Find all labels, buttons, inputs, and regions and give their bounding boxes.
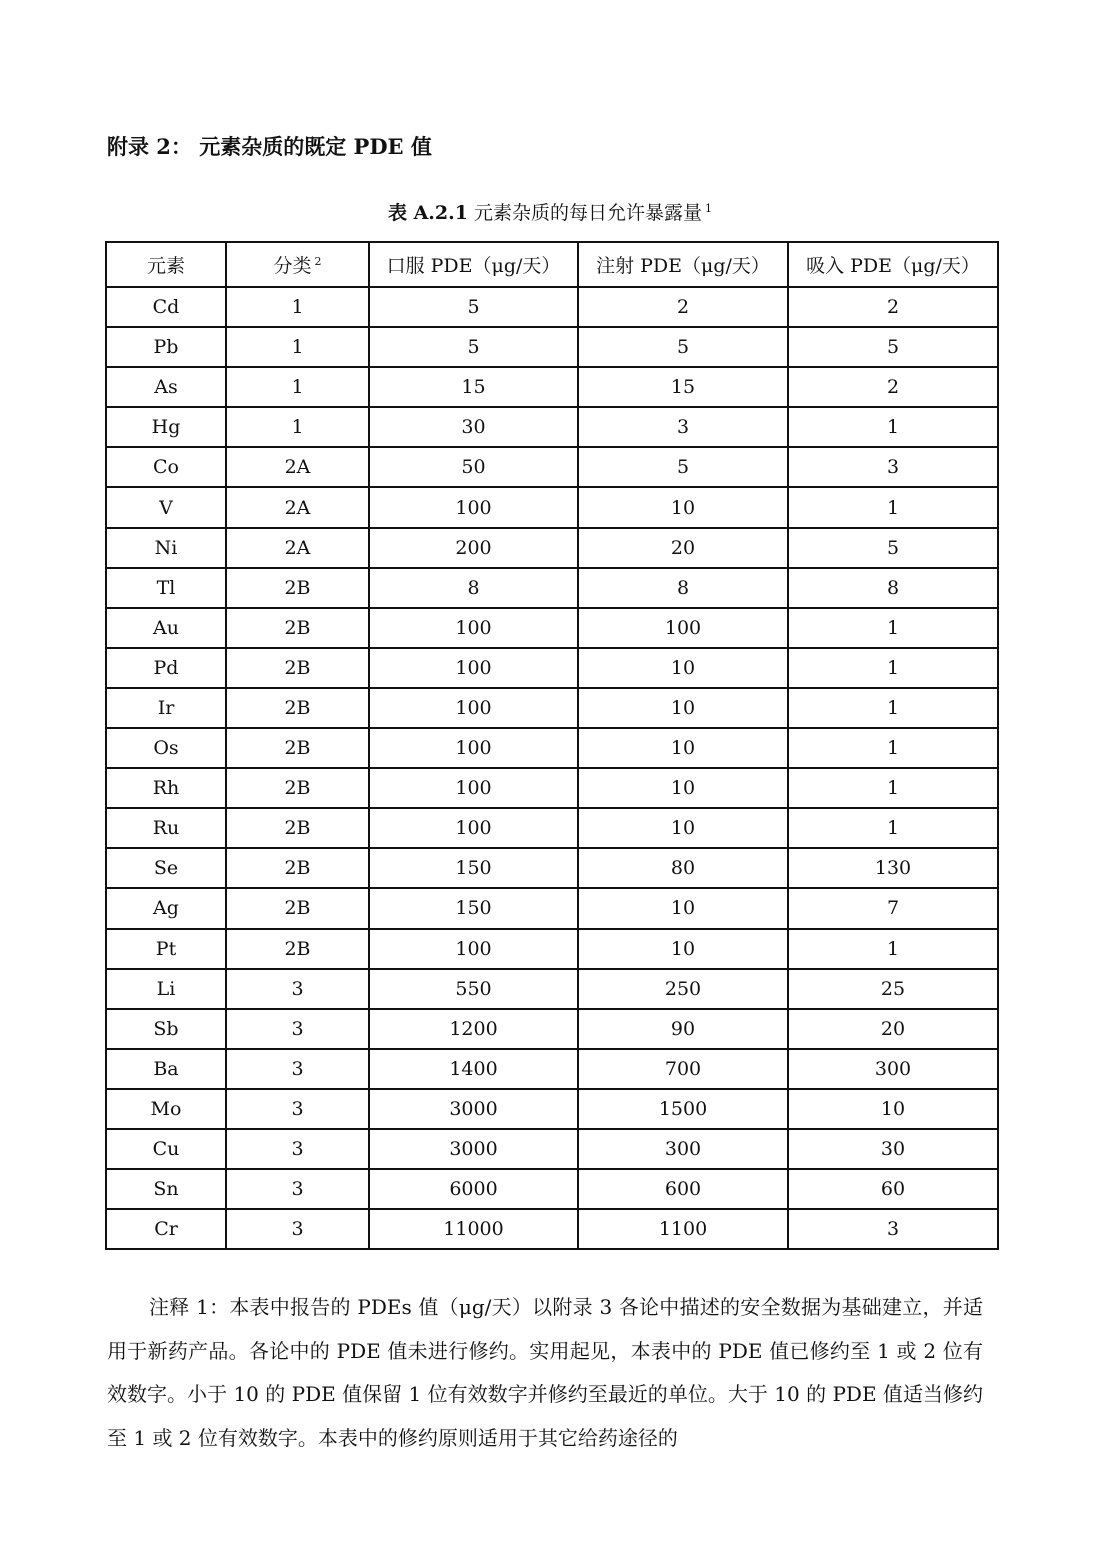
- cell-parenteral-pde: 250: [578, 969, 788, 1009]
- header-oral-pde: 口服 PDE（μg/天）: [369, 242, 578, 287]
- cell-class: 3: [226, 1169, 369, 1209]
- cell-parenteral-pde: 20: [578, 528, 788, 568]
- header-class: 分类 $^2$: [226, 242, 369, 287]
- cell-element: Sn: [106, 1169, 226, 1209]
- cell-oral-pde: 11000: [369, 1209, 578, 1249]
- cell-oral-pde: 6000: [369, 1169, 578, 1209]
- header-inhalation-pde: 吸入 PDE（μg/天）: [788, 242, 998, 287]
- cell-class: 3: [226, 1009, 369, 1049]
- cell-element: Pt: [106, 929, 226, 969]
- cell-oral-pde: 100: [369, 808, 578, 848]
- cell-class: 2B: [226, 768, 369, 808]
- cell-parenteral-pde: 5: [578, 327, 788, 367]
- table-row: [106, 888, 998, 928]
- table-caption-footnote-mark: 1: [705, 201, 713, 215]
- cell-parenteral-pde: 5: [578, 447, 788, 487]
- cell-class: 3: [226, 1049, 369, 1089]
- cell-oral-pde: 8: [369, 568, 578, 608]
- cell-oral-pde: 1400: [369, 1049, 578, 1089]
- table-caption-text: 元素杂质的每日允许暴露量: [474, 202, 703, 224]
- cell-element: Ir: [106, 688, 226, 728]
- cell-inhalation-pde: 1: [788, 768, 998, 808]
- cell-parenteral-pde: 10: [578, 688, 788, 728]
- cell-class: 1: [226, 327, 369, 367]
- cell-inhalation-pde: 300: [788, 1049, 998, 1089]
- cell-class: 2B: [226, 688, 369, 728]
- cell-oral-pde: 1200: [369, 1009, 578, 1049]
- cell-element: Tl: [106, 568, 226, 608]
- cell-parenteral-pde: 80: [578, 848, 788, 888]
- cell-parenteral-pde: 10: [578, 648, 788, 688]
- cell-element: Cr: [106, 1209, 226, 1249]
- cell-parenteral-pde: 2: [578, 287, 788, 327]
- cell-inhalation-pde: 1: [788, 407, 998, 447]
- cell-oral-pde: 150: [369, 848, 578, 888]
- cell-parenteral-pde: 10: [578, 808, 788, 848]
- cell-class: 2B: [226, 568, 369, 608]
- cell-element: Se: [106, 848, 226, 888]
- cell-oral-pde: 550: [369, 969, 578, 1009]
- table-row: [106, 1169, 998, 1209]
- cell-class: 2B: [226, 929, 369, 969]
- cell-inhalation-pde: 60: [788, 1169, 998, 1209]
- table-row: [106, 487, 998, 527]
- table-row: [106, 1129, 998, 1169]
- cell-class: 3: [226, 1129, 369, 1169]
- table-row: [106, 728, 998, 768]
- cell-element: V: [106, 487, 226, 527]
- table-row: [106, 969, 998, 1009]
- table-row: [106, 287, 998, 327]
- cell-class: 2A: [226, 528, 369, 568]
- cell-oral-pde: 15: [369, 367, 578, 407]
- cell-inhalation-pde: 20: [788, 1009, 998, 1049]
- cell-element: Pb: [106, 327, 226, 367]
- cell-parenteral-pde: 3: [578, 407, 788, 447]
- cell-element: Ni: [106, 528, 226, 568]
- cell-inhalation-pde: 5: [788, 327, 998, 367]
- cell-oral-pde: 100: [369, 768, 578, 808]
- cell-element: Au: [106, 608, 226, 648]
- cell-oral-pde: 200: [369, 528, 578, 568]
- cell-oral-pde: 5: [369, 327, 578, 367]
- cell-parenteral-pde: 300: [578, 1129, 788, 1169]
- cell-oral-pde: 100: [369, 728, 578, 768]
- cell-parenteral-pde: 10: [578, 929, 788, 969]
- cell-parenteral-pde: 100: [578, 608, 788, 648]
- cell-inhalation-pde: 1: [788, 648, 998, 688]
- cell-element: Mo: [106, 1089, 226, 1129]
- cell-oral-pde: 100: [369, 648, 578, 688]
- header-parenteral-pde: 注射 PDE（μg/天）: [578, 242, 788, 287]
- section-heading: 附录 2： 元素杂质的既定 PDE 值: [107, 134, 432, 159]
- table-row: [106, 688, 998, 728]
- cell-parenteral-pde: 90: [578, 1009, 788, 1049]
- cell-inhalation-pde: 130: [788, 848, 998, 888]
- cell-parenteral-pde: 10: [578, 888, 788, 928]
- cell-inhalation-pde: 25: [788, 969, 998, 1009]
- cell-class: 3: [226, 1089, 369, 1129]
- table-row: [106, 648, 998, 688]
- cell-inhalation-pde: 1: [788, 808, 998, 848]
- cell-element: Ba: [106, 1049, 226, 1089]
- table-row: [106, 367, 998, 407]
- table-row: [106, 1049, 998, 1089]
- cell-class: 1: [226, 287, 369, 327]
- table-row: [106, 808, 998, 848]
- cell-element: As: [106, 367, 226, 407]
- table-row: [106, 608, 998, 648]
- cell-inhalation-pde: 1: [788, 608, 998, 648]
- cell-oral-pde: 100: [369, 929, 578, 969]
- table-row: [106, 528, 998, 568]
- cell-inhalation-pde: 5: [788, 528, 998, 568]
- cell-element: Cd: [106, 287, 226, 327]
- cell-class: 2B: [226, 808, 369, 848]
- cell-element: Cu: [106, 1129, 226, 1169]
- cell-parenteral-pde: 10: [578, 768, 788, 808]
- table-row: [106, 1009, 998, 1049]
- cell-parenteral-pde: 15: [578, 367, 788, 407]
- cell-class: 3: [226, 969, 369, 1009]
- cell-parenteral-pde: 8: [578, 568, 788, 608]
- table-row: [106, 568, 998, 608]
- cell-parenteral-pde: 1500: [578, 1089, 788, 1129]
- cell-oral-pde: 3000: [369, 1129, 578, 1169]
- cell-element: Os: [106, 728, 226, 768]
- table-row: [106, 327, 998, 367]
- cell-oral-pde: 100: [369, 487, 578, 527]
- cell-class: 3: [226, 1209, 369, 1249]
- cell-class: 2B: [226, 608, 369, 648]
- table-header-row: [106, 242, 998, 287]
- cell-inhalation-pde: 8: [788, 568, 998, 608]
- cell-class: 2B: [226, 648, 369, 688]
- cell-element: Co: [106, 447, 226, 487]
- cell-parenteral-pde: 1100: [578, 1209, 788, 1249]
- table-caption: [0, 198, 1100, 225]
- header-element: 元素: [106, 242, 226, 287]
- cell-inhalation-pde: 1: [788, 688, 998, 728]
- cell-class: 2A: [226, 447, 369, 487]
- cell-oral-pde: 100: [369, 608, 578, 648]
- cell-element: Rh: [106, 768, 226, 808]
- cell-element: Hg: [106, 407, 226, 447]
- cell-class: 1: [226, 367, 369, 407]
- table-row: [106, 407, 998, 447]
- cell-inhalation-pde: 7: [788, 888, 998, 928]
- header-class-footnote-mark: 2: [314, 254, 322, 268]
- cell-class: 2B: [226, 848, 369, 888]
- table-row: [106, 1209, 998, 1249]
- cell-class: 1: [226, 407, 369, 447]
- cell-oral-pde: 150: [369, 888, 578, 928]
- cell-inhalation-pde: 2: [788, 287, 998, 327]
- cell-oral-pde: 5: [369, 287, 578, 327]
- cell-element: Pd: [106, 648, 226, 688]
- cell-parenteral-pde: 700: [578, 1049, 788, 1089]
- cell-inhalation-pde: 30: [788, 1129, 998, 1169]
- cell-oral-pde: 100: [369, 688, 578, 728]
- cell-parenteral-pde: 10: [578, 487, 788, 527]
- table-row: [106, 447, 998, 487]
- cell-inhalation-pde: 1: [788, 929, 998, 969]
- cell-oral-pde: 3000: [369, 1089, 578, 1129]
- cell-inhalation-pde: 3: [788, 1209, 998, 1249]
- table-row: [106, 768, 998, 808]
- cell-inhalation-pde: 1: [788, 728, 998, 768]
- cell-inhalation-pde: 10: [788, 1089, 998, 1129]
- cell-inhalation-pde: 3: [788, 447, 998, 487]
- cell-element: Ru: [106, 808, 226, 848]
- cell-inhalation-pde: 2: [788, 367, 998, 407]
- cell-oral-pde: 30: [369, 407, 578, 447]
- cell-oral-pde: 50: [369, 447, 578, 487]
- cell-element: Sb: [106, 1009, 226, 1049]
- table-row: [106, 929, 998, 969]
- cell-element: Ag: [106, 888, 226, 928]
- cell-parenteral-pde: 600: [578, 1169, 788, 1209]
- cell-class: 2B: [226, 728, 369, 768]
- table-row: [106, 1089, 998, 1129]
- cell-element: Li: [106, 969, 226, 1009]
- table-body: [106, 287, 998, 1249]
- cell-class: 2B: [226, 888, 369, 928]
- cell-inhalation-pde: 1: [788, 487, 998, 527]
- cell-parenteral-pde: 10: [578, 728, 788, 768]
- table-caption-number: 表 A.2.1: [387, 202, 468, 224]
- pde-table: [105, 241, 999, 1250]
- cell-class: 2A: [226, 487, 369, 527]
- table-note: 注释 1：本表中报告的 PDEs 值（μg/天）以附录 3 各论中描述的安全数据为基础建立，并适用于新药产品。各论中的 PDE 值未进行修约。实用起见，本表中的 PDE 值已修约至 1 或 2 位有效数字。小于 10 的 PDE 值保留 1 位有效数字并修约至最近的单位。大于 10 的 PDE 值适当修约至 1 或 2 位有效数字。本表中的修约原则适用于其它给药途径的: [107, 1295, 983, 1450]
- table-row: [106, 848, 998, 888]
